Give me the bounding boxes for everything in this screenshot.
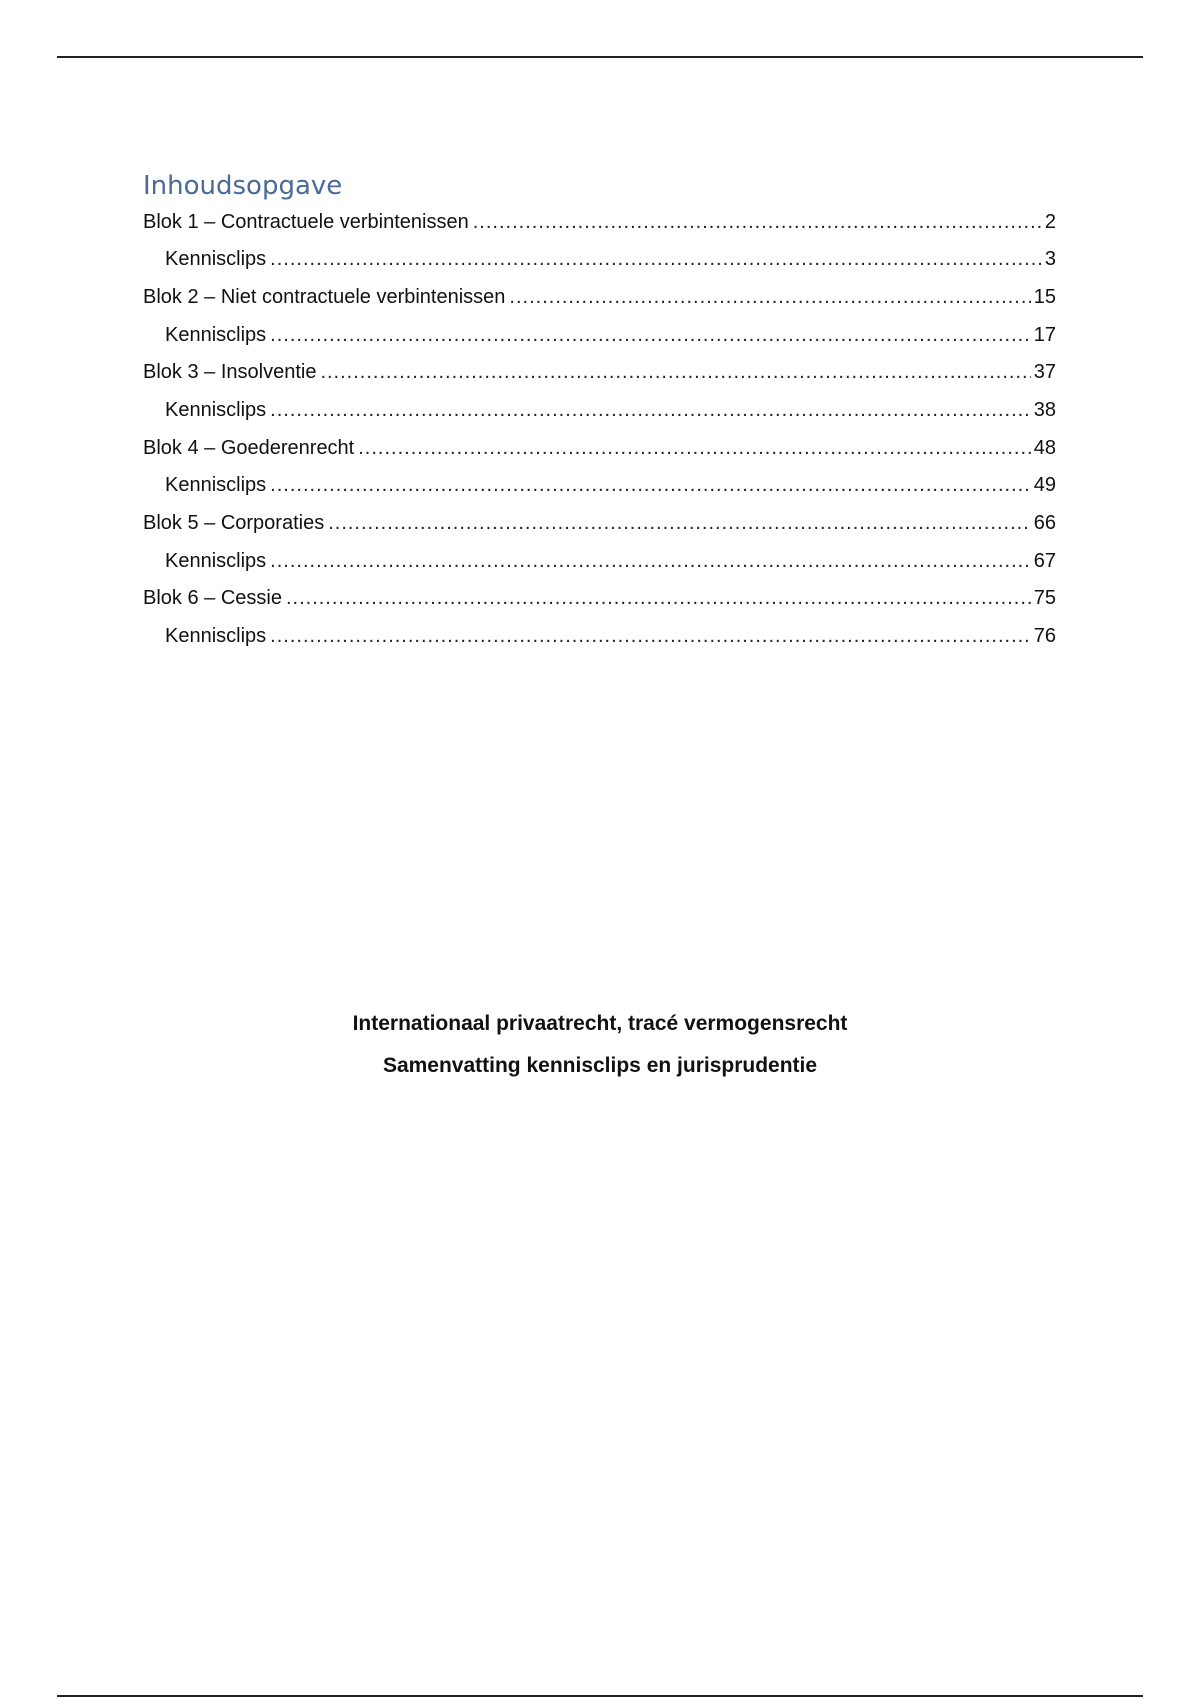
toc-heading: Inhoudsopgave (143, 171, 343, 201)
toc-entry-label: Kennisclips (165, 550, 267, 572)
toc-entry-page: 37 (1033, 361, 1056, 383)
toc-entry-page: 75 (1033, 587, 1056, 609)
dot-leader (270, 398, 1031, 422)
toc-entry-label: Blok 2 – Niet contractuele verbintenissen (143, 286, 506, 308)
toc-entry-page: 48 (1033, 437, 1056, 459)
toc-entry-label: Kennisclips (165, 625, 267, 647)
dot-leader (270, 247, 1042, 271)
toc-entry-label: Kennisclips (165, 399, 267, 421)
toc-entry-label: Blok 5 – Corporaties (143, 512, 325, 534)
toc-entry-label: Blok 3 – Insolventie (143, 361, 317, 383)
document-title: Internationaal privaatrecht, tracé vermogensrecht (352, 1012, 848, 1035)
dot-leader (358, 436, 1031, 460)
document-subtitle: Samenvatting kennisclips en jurisprudentie (382, 1054, 818, 1077)
header-rule (57, 56, 1143, 58)
toc-entry-blok-2[interactable] (143, 285, 1056, 309)
toc-entry-page: 49 (1033, 474, 1056, 496)
dot-leader (270, 473, 1031, 497)
toc-entry-page: 76 (1033, 625, 1056, 647)
toc-entry-page: 17 (1033, 324, 1056, 346)
toc-entry-blok-4-kennisclips[interactable] (165, 473, 1056, 497)
table-of-contents (143, 168, 1056, 647)
toc-entry-blok-6-kennisclips[interactable] (165, 624, 1056, 648)
footer-rule (57, 1695, 1143, 1697)
toc-entry-blok-5-kennisclips[interactable] (165, 549, 1056, 573)
toc-entry-blok-6[interactable] (143, 586, 1056, 610)
dot-leader (270, 549, 1031, 573)
toc-entry-blok-2-kennisclips[interactable] (165, 323, 1056, 347)
toc-entry-blok-1-kennisclips[interactable] (165, 247, 1056, 271)
toc-entry-blok-5[interactable] (143, 511, 1056, 535)
dot-leader (509, 285, 1030, 309)
toc-entry-label: Kennisclips (165, 324, 267, 346)
toc-entry-page: 2 (1044, 211, 1056, 233)
dot-leader (270, 624, 1031, 648)
toc-entry-page: 66 (1033, 512, 1056, 534)
toc-entry-label: Kennisclips (165, 248, 267, 270)
toc-entry-page: 38 (1033, 399, 1056, 421)
toc-entry-label: Blok 1 – Contractuele verbintenissen (143, 211, 469, 233)
toc-entry-page: 15 (1033, 286, 1056, 308)
dot-leader (286, 586, 1031, 610)
dot-leader (270, 323, 1031, 347)
toc-entry-blok-3-kennisclips[interactable] (165, 398, 1056, 422)
toc-entry-blok-3[interactable] (143, 360, 1056, 384)
toc-entry-page: 3 (1044, 248, 1056, 270)
toc-entry-blok-4[interactable] (143, 436, 1056, 460)
toc-entry-page: 67 (1033, 550, 1056, 572)
toc-entry-blok-1[interactable] (143, 210, 1056, 234)
dot-leader (320, 360, 1030, 384)
dot-leader (473, 210, 1042, 234)
toc-entry-label: Blok 4 – Goederenrecht (143, 437, 355, 459)
toc-entry-label: Kennisclips (165, 474, 267, 496)
toc-entry-label: Blok 6 – Cessie (143, 587, 282, 609)
dot-leader (328, 511, 1031, 535)
